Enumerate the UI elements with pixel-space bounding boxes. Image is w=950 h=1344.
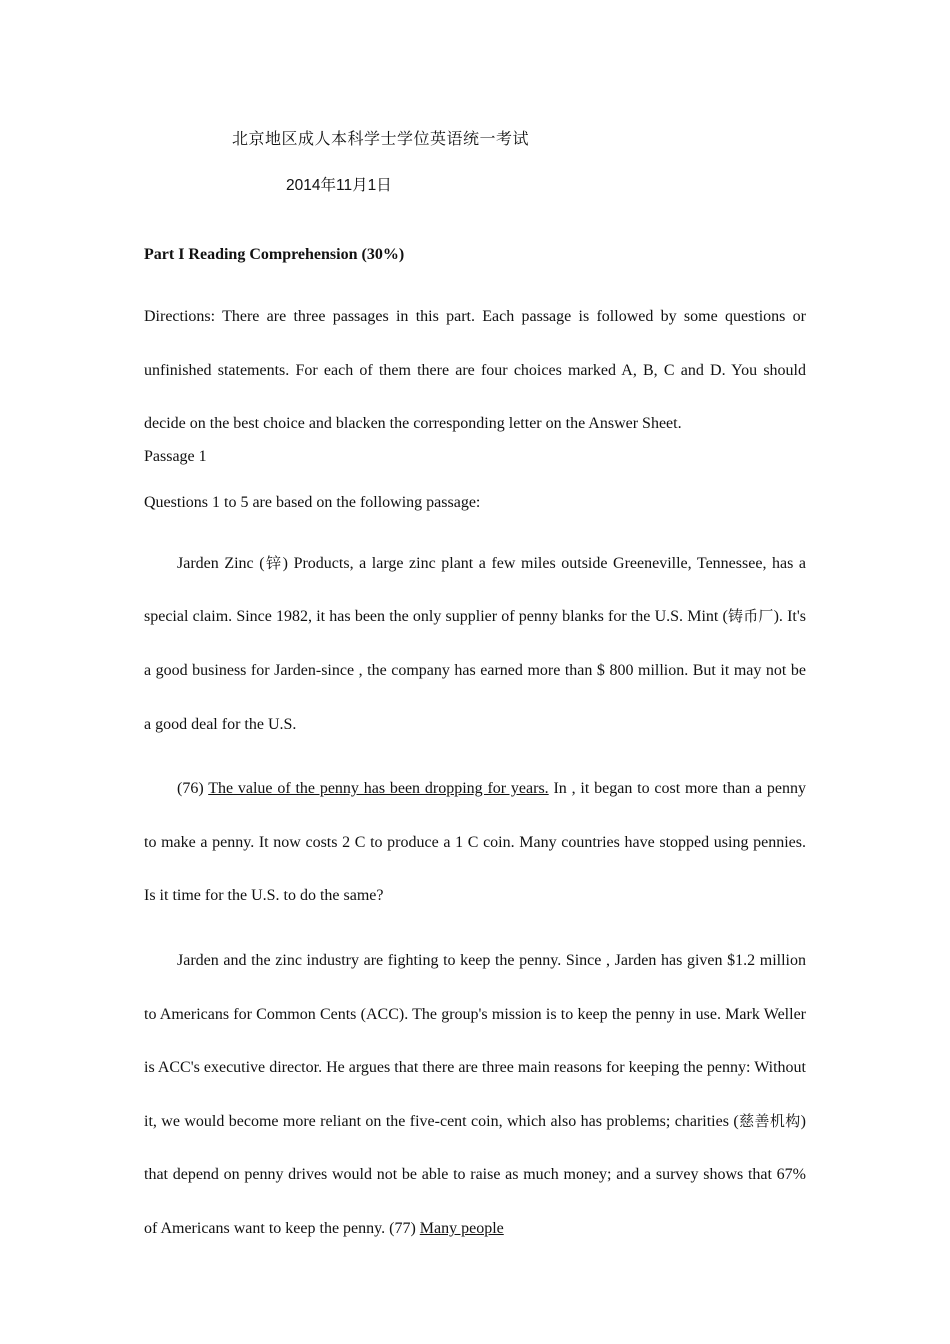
p3-chinese-gloss-charities: 慈善机构 [738,1111,801,1130]
questions-intro: Questions 1 to 5 are based on the following passage: [144,493,481,511]
question-number-76: (76) [177,780,209,798]
underlined-sentence-77: Many people [419,1219,504,1237]
passage-paragraph-1 [144,537,806,751]
p1-text-c: ) Products, a large zinc plant a few miles outside Greeneville, Tennessee, has a special claim. Since 1982, it has been the only supplier of penny blanks for the U.S. Mint ( [144,554,806,626]
p1-text-a: Jarden Zinc ( [177,554,265,572]
document-body [144,243,806,1267]
p3-text-c: ) that depend on penny drives would not be able to raise as much money; and a survey shows that 67% of Americans want to keep the penny. (77) [144,1112,806,1237]
exam-title: 北京地区成人本科学士学位英语统一考试 [232,131,530,148]
passage-label: Passage 1 [144,447,207,465]
underlined-sentence-76: The value of the penny has been dropping for years. [208,780,549,798]
p1-chinese-gloss-mint: 铸币厂 [727,607,774,626]
passage-paragraph-2 [144,762,806,923]
directions-paragraph: Directions: There are three passages in this part. Each passage is followed by some questions or unfinished statements. For each of them there are four choices marked A, B, C and D. You should decide on the best choice and blacken the corresponding letter on the Answer Sheet. [144,308,806,433]
passage-paragraph-3 [144,934,806,1256]
exam-date: 2014年11月1日 [286,177,392,194]
p2-text-rest: In , it began to cost more than a penny to make a penny. It now costs 2 C to produce a 1 C coin. Many countries have stopped using pennies. Is it time for the U.S. to do the same? [144,780,807,905]
p1-chinese-gloss-zinc: 锌 [264,553,283,572]
section-title: Part I Reading Comprehension (30%) [144,246,405,263]
p1-text-e: ). It's a good business for Jarden-since , the company has earned more than $ 800 million. But it may not be a good deal for the U.S. [144,608,806,733]
p3-text-a: Jarden and the zinc industry are fighting to keep the penny. Since , Jarden has given $1.2 million to Americans for Common Cents (ACC). The group's mission is to keep the penny in use. Mark Weller is ACC's executive director. He argues that there are three main reasons for keeping the penny: Without it, we would become more reliant on the five-cent coin, which also has problems; charities ( [144,951,806,1130]
